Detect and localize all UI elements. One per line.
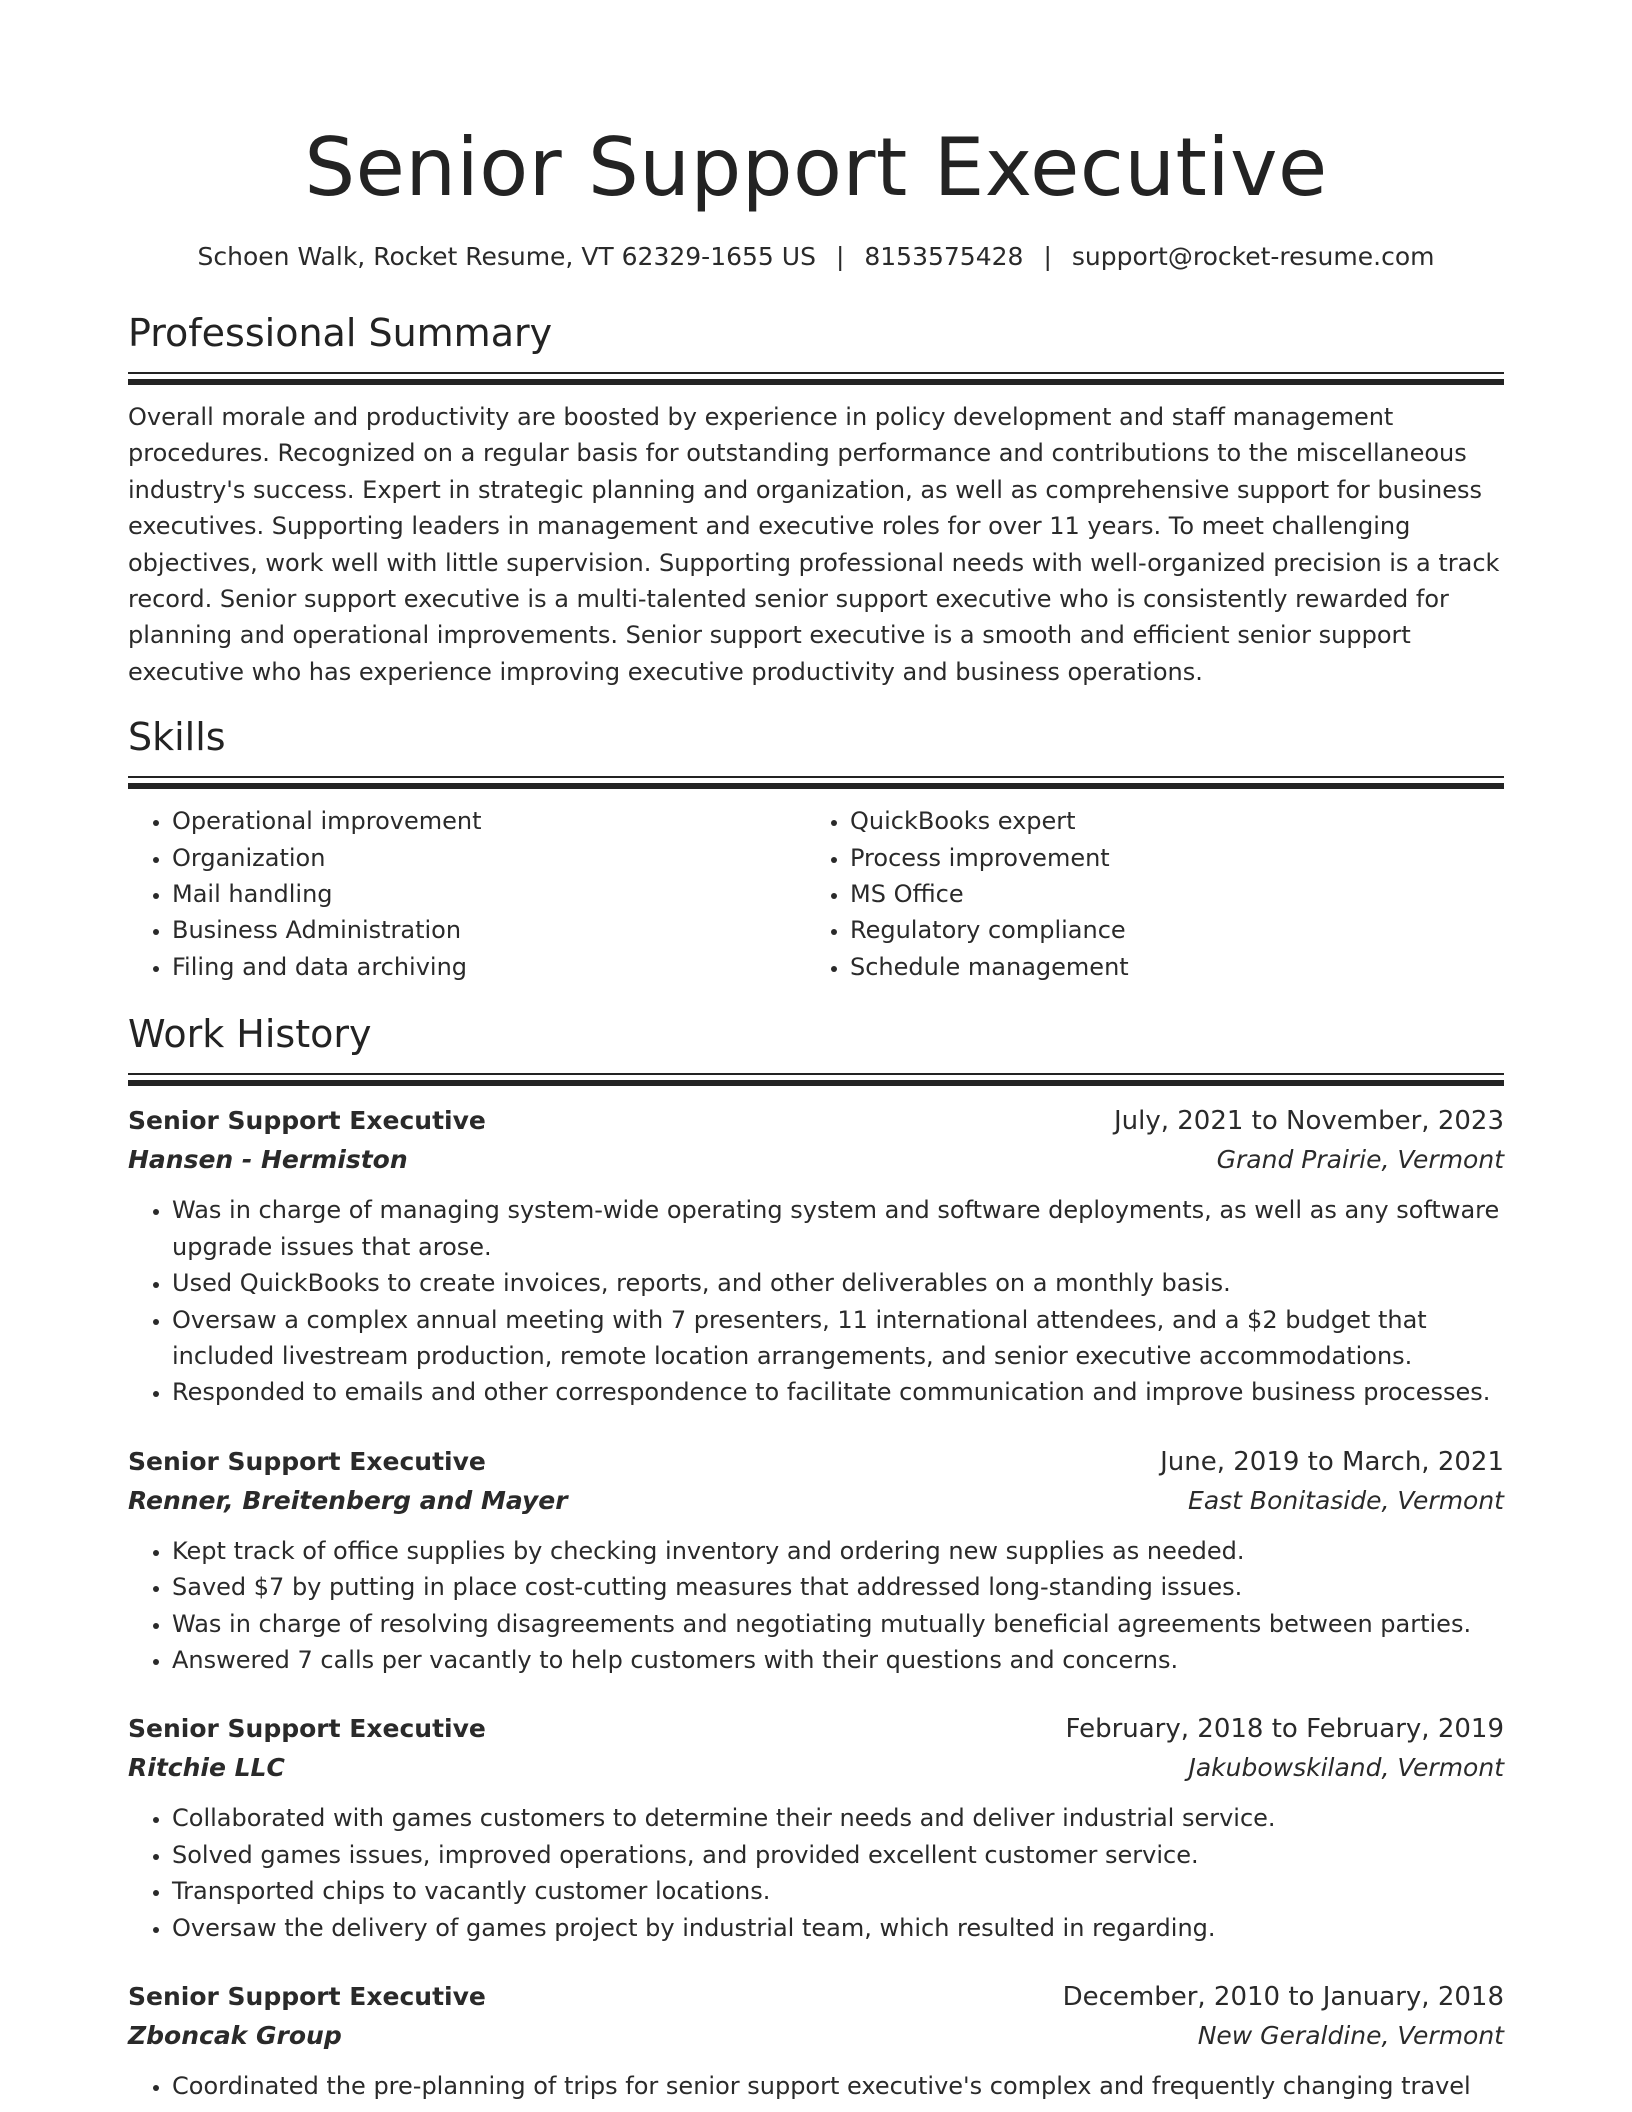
skill-item: • Regulatory compliance [850, 912, 1484, 948]
job-header-row [128, 1978, 1504, 2016]
job-dates: June, 2019 to March, 2021 [1160, 1446, 1504, 1477]
job-entry [128, 1978, 1504, 2104]
job-bullet: • Responded to emails and other correspondence to facilitate communication and improve business processes. [172, 1374, 1504, 1410]
skill-item: • MS Office [850, 876, 1484, 912]
skills-heading: Skills [128, 715, 226, 760]
job-bullet: • Oversaw a complex annual meeting with 7 presenters, 11 international attendees, and a $2 budget that included livestream production, remote location arrangements, and senior executive accommodations. [172, 1302, 1504, 1375]
skill-item: • Organization [172, 840, 806, 876]
job-entry [128, 1443, 1504, 1679]
job-company-row [128, 1481, 1504, 1521]
work-history-heading: Work History [128, 1012, 372, 1057]
job-title: Senior Support Executive [128, 1981, 486, 2011]
job-location: East Bonitaside, Vermont [1188, 1485, 1504, 1515]
section-divider [128, 1073, 1504, 1086]
job-bullet: • Answered 7 calls per vacantly to help customers with their questions and concerns. [172, 1642, 1504, 1678]
job-bullets [128, 2068, 1504, 2104]
job-bullet: • Used QuickBooks to create invoices, reports, and other deliverables on a monthly basis. [172, 1265, 1504, 1301]
job-dates: February, 2018 to February, 2019 [1065, 1714, 1504, 1745]
summary-section [128, 308, 1504, 690]
skills-column-left [128, 803, 806, 985]
skills-section [128, 712, 1504, 985]
skills-columns [128, 803, 1504, 985]
contact-address: Schoen Walk, Rocket Resume, VT 62329-1655 US [197, 242, 816, 271]
job-company-row [128, 2016, 1504, 2056]
job-location: Grand Prairie, Vermont [1216, 1145, 1504, 1175]
job-bullets [128, 1192, 1504, 1410]
section-divider [128, 776, 1504, 789]
skill-item: • QuickBooks expert [850, 803, 1484, 839]
job-bullet: • Was in charge of resolving disagreements and negotiating mutually beneficial agreements between parties. [172, 1606, 1504, 1642]
contact-email: support@rocket-resume.com [1071, 242, 1435, 271]
job-entry [128, 1102, 1504, 1410]
job-company-row [128, 1748, 1504, 1788]
skill-item: • Schedule management [850, 949, 1484, 985]
job-header-row [128, 1443, 1504, 1481]
resume-page [128, 0, 1504, 2104]
contact-phone: 8153575428 [864, 242, 1024, 271]
summary-heading: Professional Summary [128, 311, 553, 355]
contact-line [128, 240, 1504, 274]
job-title: Senior Support Executive [128, 1106, 486, 1136]
job-title: Senior Support Executive [128, 1446, 486, 1476]
job-company-row [128, 1140, 1504, 1180]
job-location: Jakubowskiland, Vermont [1188, 1753, 1504, 1783]
job-bullet: • Collaborated with games customers to determine their needs and deliver industrial service. [172, 1800, 1504, 1836]
job-bullet: • Was in charge of managing system-wide operating system and software deployments, as well as any software upgrade issues that arose. [172, 1192, 1504, 1265]
skills-column-right [806, 803, 1484, 985]
job-bullets [128, 1800, 1504, 1946]
job-company: Ritchie LLC [128, 1753, 285, 1783]
job-header-row [128, 1710, 1504, 1748]
job-entry [128, 1710, 1504, 1946]
summary-text: Overall morale and productivity are boosted by experience in policy development and staff management procedures. Recognized on a regular basis for outstanding performance and contributions to the miscellaneous industry's success. Expert in strategic planning and organization, as well as comprehensive support for business executives. Supporting leaders in management and executive roles for over 11 years. To meet challenging objectives, work well with little supervision. Supporting professional needs with well-organized precision is a track record. Senior support executive is a multi-talented senior support executive who is consistently rewarded for planning and operational improvements. Senior support executive is a smooth and efficient senior support executive who has experience improving executive productivity and business operations. [128, 403, 1500, 686]
section-divider [128, 372, 1504, 385]
contact-separator: | [1043, 242, 1052, 271]
job-bullet: • Solved games issues, improved operations, and provided excellent customer service. [172, 1837, 1504, 1873]
contact-separator: | [835, 242, 845, 271]
skills-list-right [806, 803, 1484, 985]
work-history-section [128, 1009, 1504, 2104]
skills-list-left [128, 803, 806, 985]
skill-item: • Filing and data archiving [172, 949, 806, 985]
job-bullet: • Kept track of office supplies by checking inventory and ordering new supplies as needed. [172, 1533, 1504, 1569]
job-company: Hansen - Hermiston [128, 1145, 408, 1175]
skill-item: • Mail handling [172, 876, 806, 912]
skill-item: • Operational improvement [172, 803, 806, 839]
job-header-row [128, 1102, 1504, 1140]
job-bullets [128, 1533, 1504, 1679]
job-bullet: • Transported chips to vacantly customer locations. [172, 1873, 1504, 1909]
job-title: Senior Support Executive [128, 1714, 486, 1744]
job-dates: July, 2021 to November, 2023 [1113, 1106, 1504, 1137]
skill-item: • Business Administration [172, 912, 806, 948]
job-bullet: • Oversaw the delivery of games project by industrial team, which resulted in regarding. [172, 1910, 1504, 1946]
job-bullet: • Saved $7 by putting in place cost-cutting measures that addressed long-standing issues. [172, 1569, 1504, 1605]
skill-item: • Process improvement [850, 840, 1484, 876]
job-dates: December, 2010 to January, 2018 [1062, 1981, 1504, 2012]
job-location: New Geraldine, Vermont [1197, 2020, 1504, 2050]
job-company: Renner, Breitenberg and Mayer [128, 1485, 568, 1515]
job-company: Zboncak Group [128, 2020, 342, 2050]
resume-name: Senior Support Executive [304, 121, 1328, 214]
job-bullet: • Coordinated the pre-planning of trips for senior support executive's complex and frequently changing travel [172, 2068, 1504, 2104]
